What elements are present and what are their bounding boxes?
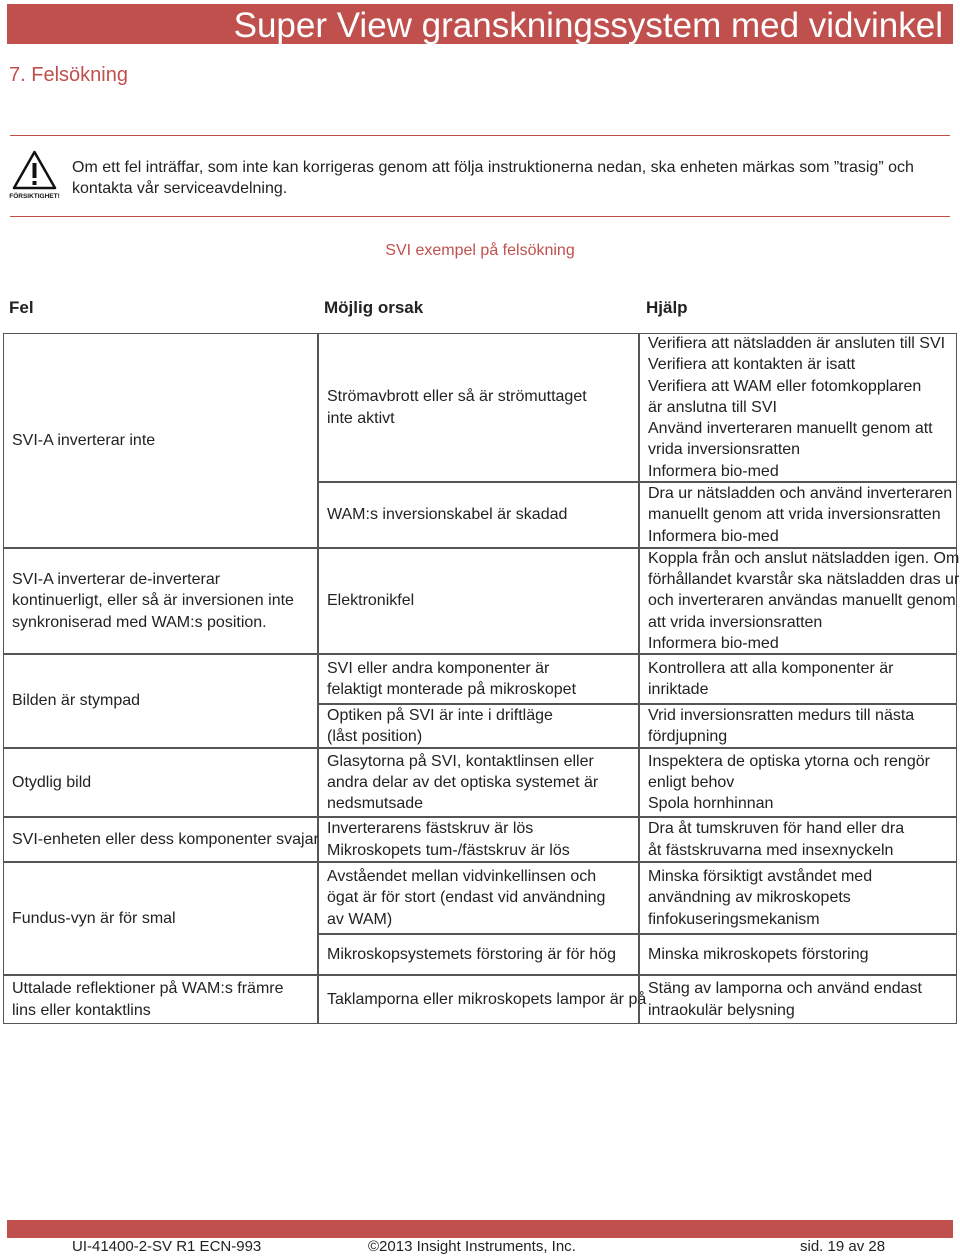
- table-caption: SVI exempel på felsökning: [385, 242, 575, 259]
- cell-text-line: felaktigt monterade på mikroskopet: [327, 681, 577, 698]
- cell-text-line: Bilden är stympad: [12, 692, 141, 710]
- cell-text-line: Uttalade reflektioner på WAM:s främre: [12, 980, 284, 998]
- footer-page-number: sid. 19 av 28: [800, 1238, 886, 1255]
- cell-text-line: Stäng av lamporna och använd endast: [648, 980, 922, 998]
- cell-text-line: att vrida inversionsratten: [648, 613, 823, 631]
- cell-fel: [3, 333, 318, 548]
- cell-text-line: Glasytorna på SVI, kontaktlinsen eller: [327, 752, 594, 770]
- cell-text-line: SVI-A inverterar de-inverterar: [12, 571, 221, 589]
- cell-text-line: Vrid inversionsratten medurs till nästa: [648, 706, 915, 724]
- warning-divider-bottom: [10, 216, 950, 217]
- cell-text-line: Verifiera att nätsladden är ansluten till SVI: [648, 334, 946, 352]
- cell-text-line: Strömavbrott eller så är strömuttaget: [327, 388, 587, 406]
- warning-icon-label: FÖRSIKTIGHET!: [9, 193, 60, 200]
- cell-text-line: Otydlig bild: [12, 773, 92, 791]
- cell-text-line: SVI eller andra komponenter är: [327, 659, 550, 677]
- cell-text-line: SVI-enheten eller dess komponenter svajar: [12, 830, 319, 848]
- cell-fel: [3, 748, 318, 817]
- cell-text-line: Verifiera att WAM eller fotomkopplaren: [648, 377, 922, 395]
- cell-text-line: Informera bio-med: [648, 462, 779, 480]
- cell-text-line: Fundus-vyn är för smal: [12, 909, 176, 927]
- cell-text-line: synkroniserad med WAM:s position.: [12, 613, 267, 631]
- warning-triangle-icon: [9, 150, 60, 202]
- cell-text-line: Avståendet mellan vidvinkellinsen och: [327, 868, 597, 886]
- cell-text-line: Informera bio-med: [648, 634, 779, 652]
- cell-mojlig-orsak: [318, 548, 639, 654]
- header-title: Super View granskningssystem med vidvinkel: [233, 6, 943, 45]
- cell-text-line: intraokulär belysning: [648, 1001, 795, 1019]
- cell-text-line: fördjupning: [648, 728, 728, 745]
- header-bar: [7, 4, 953, 44]
- cell-mojlig-orsak: [318, 862, 639, 934]
- cell-mojlig-orsak: [318, 748, 639, 817]
- cell-text-line: Inspektera de optiska ytorna och rengör: [648, 752, 930, 770]
- cell-text-line: Verifiera att kontakten är isatt: [648, 356, 856, 374]
- cell-text-line: är anslutna till SVI: [648, 398, 777, 416]
- cell-fel: [3, 548, 318, 654]
- cell-fel: [3, 654, 318, 748]
- column-header-fel: Fel: [9, 298, 34, 317]
- cell-hjalp: [639, 862, 957, 934]
- cell-hjalp: [639, 704, 957, 748]
- cell-text-line: nedsmutsade: [327, 795, 424, 813]
- cell-hjalp: [639, 333, 957, 482]
- cell-text-line: Minska mikroskopets förstoring: [648, 945, 869, 963]
- cell-text-line: Optiken på SVI är inte i driftläge: [327, 706, 553, 724]
- cell-mojlig-orsak: [318, 333, 639, 482]
- cell-text-line: förhållandet kvarstår ska nätsladden dras ur: [648, 571, 960, 589]
- cell-fel: [3, 975, 318, 1024]
- cell-text-line: kontinuerligt, eller så är inversionen inte: [12, 592, 294, 610]
- section-heading: 7. Felsökning: [9, 64, 128, 86]
- cell-fel: [3, 817, 318, 862]
- cell-text-line: andra delar av det optiska systemet är: [327, 773, 599, 791]
- cell-mojlig-orsak: [318, 975, 647, 1024]
- cell-text-line: Använd inverteraren manuellt genom att: [648, 420, 933, 438]
- cell-text-line: finfokuseringsmekanism: [648, 910, 820, 928]
- cell-hjalp: [639, 975, 957, 1024]
- cell-mojlig-orsak: [318, 654, 639, 704]
- cell-text-line: Minska försiktigt avståndet med: [648, 868, 873, 886]
- cell-text-line: av WAM): [327, 910, 393, 928]
- column-header-mojlig-orsak: Möjlig orsak: [324, 298, 424, 317]
- cell-text-line: Inverterarens fästskruv är lös: [327, 820, 534, 838]
- column-header-hjalp: Hjälp: [646, 298, 688, 317]
- cell-text-line: lins eller kontaktlins: [12, 1001, 151, 1019]
- cell-text-line: Informera bio-med: [648, 527, 779, 545]
- cell-text-line: Elektronikfel: [327, 592, 415, 610]
- cell-text-line: åt fästskruvarna med insexnyckeln: [648, 841, 894, 859]
- cell-text-line: vrida inversionsratten: [648, 441, 801, 459]
- cell-mojlig-orsak: [318, 934, 639, 975]
- cell-hjalp: [639, 482, 957, 548]
- cell-text-line: och inverteraren användas manuellt genom: [648, 592, 956, 610]
- cell-hjalp: [639, 817, 957, 862]
- cell-fel: [3, 862, 318, 975]
- cell-text-line: manuellt genom att vrida inversionsratten: [648, 506, 941, 524]
- cell-text-line: Kontrollera att alla komponenter är: [648, 659, 894, 677]
- cell-mojlig-orsak: [318, 482, 639, 548]
- cell-text-line: Spola hornhinnan: [648, 795, 774, 813]
- cell-text-line: Koppla från och anslut nätsladden igen. Om: [648, 549, 960, 567]
- footer-bar: [7, 1220, 953, 1238]
- cell-hjalp: [639, 934, 957, 975]
- cell-mojlig-orsak: [318, 704, 639, 748]
- cell-hjalp: [639, 654, 957, 704]
- cell-text-line: SVI-A inverterar inte: [12, 431, 156, 449]
- warning-text: Om ett fel inträffar, som inte kan korrigeras genom att följa instruktionerna nedan, ska enheten märkas som ”trasig” och kontakta vår serviceavdelning.: [72, 159, 914, 197]
- cell-text-line: Taklamporna eller mikroskopets lampor är på: [327, 990, 647, 1008]
- cell-text-line: Dra ur nätsladden och använd inverteraren: [648, 485, 953, 503]
- cell-text-line: Mikroskopsystemets förstoring är för hög: [327, 945, 616, 963]
- cell-mojlig-orsak: [318, 817, 639, 862]
- cell-hjalp: [639, 548, 960, 654]
- cell-text-line: användning av mikroskopets: [648, 889, 851, 907]
- footer-copyright: ©2013 Insight Instruments, Inc.: [368, 1238, 576, 1255]
- cell-text-line: Mikroskopets tum-/fästskruv är lös: [327, 841, 570, 859]
- footer-doc-id: UI-41400-2-SV R1 ECN-993: [72, 1238, 262, 1255]
- cell-text-line: (låst position): [327, 728, 423, 745]
- warning-divider-top: [10, 135, 950, 136]
- cell-text-line: inriktade: [648, 681, 709, 698]
- cell-text-line: Dra åt tumskruven för hand eller dra: [648, 820, 905, 838]
- cell-hjalp: [639, 748, 957, 817]
- cell-text-line: WAM:s inversionskabel är skadad: [327, 506, 568, 524]
- cell-text-line: ögat är för stort (endast vid användning: [327, 889, 606, 907]
- cell-text-line: inte aktivt: [327, 409, 395, 427]
- cell-text-line: enligt behov: [648, 773, 735, 791]
